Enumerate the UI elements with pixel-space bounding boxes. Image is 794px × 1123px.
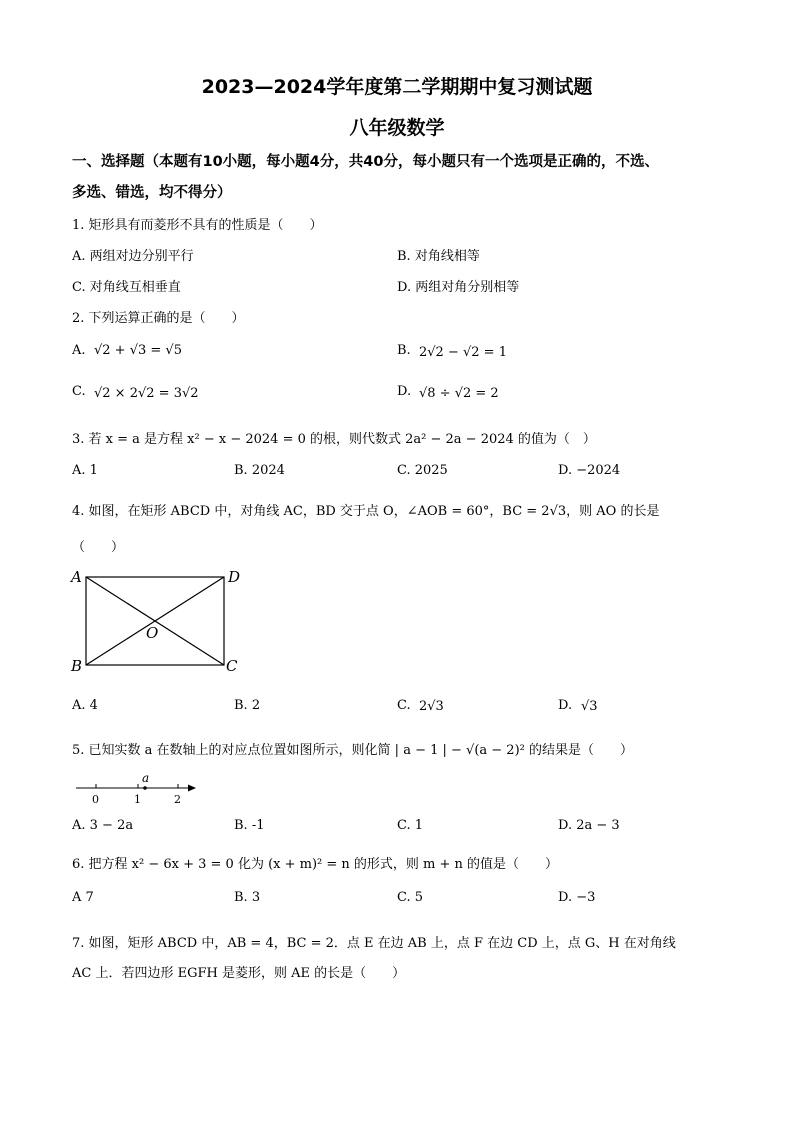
q5-stem: 5. 已知实数 a 在数轴上的对应点位置如图所示，则化简 | a − 1 | − √(a − 2)² 的结果是（ ） [72, 743, 633, 758]
q7-stem-line2: AC 上．若四边形 EGFH 是菱形，则 AE 的长是（ ） [72, 966, 406, 981]
q4-option-c-label: C. [397, 698, 411, 713]
q2-option-b-label: B. [397, 343, 411, 358]
q1-stem: 1. 矩形具有而菱形不具有的性质是（ ） [72, 218, 323, 233]
section-heading-line1: 一、选择题（本题有10小题，每小题4分，共40分，每小题只有一个选项是正确的，不选、 [72, 154, 659, 170]
point-a-label: a [142, 771, 150, 785]
q3-option-a: A. 1 [72, 463, 98, 478]
q7-stem-line1: 7. 如图，矩形 ABCD 中，AB = 4，BC = 2．点 E 在边 AB 上，点 F 在边 CD 上，点 G、H 在对角线 [72, 936, 676, 951]
vertex-label-a: A [71, 568, 82, 586]
q5-option-b: B. -1 [234, 818, 265, 833]
q4-option-b: B. 2 [234, 698, 261, 713]
point-a-marker [143, 786, 147, 790]
q3-option-c: C. 2025 [397, 463, 448, 478]
q2-option-c: √2 × 2√2 = 3√2 [94, 386, 199, 401]
q4-option-d-label: D. [558, 698, 573, 713]
vertex-label-b: B [71, 657, 83, 675]
q1-option-c: C. 对角线互相垂直 [72, 280, 181, 295]
q6-option-c: C. 5 [397, 890, 424, 905]
q4-stem-line1: 4. 如图，在矩形 ABCD 中，对角线 AC，BD 交于点 O，∠AOB = 60°，BC = 2√3，则 AO 的长是 [72, 504, 660, 519]
q1-option-a: A. 两组对边分别平行 [72, 249, 194, 264]
number-line-arrow [188, 785, 196, 792]
q6-option-b: B. 3 [234, 890, 261, 905]
q5-option-a: A. 3 − 2a [72, 818, 134, 833]
rectangle-figure [60, 562, 260, 680]
tick-label-2: 2 [174, 793, 181, 806]
q6-option-a: A 7 [72, 890, 94, 905]
q1-option-d: D. 两组对角分别相等 [397, 280, 520, 295]
q3-option-b: B. 2024 [234, 463, 285, 478]
q3-stem: 3. 若 x = a 是方程 x² − x − 2024 = 0 的根，则代数式 2a² − 2a − 2024 的值为（ ） [72, 432, 596, 447]
q5-option-c: C. 1 [397, 818, 424, 833]
center-label-o: O [146, 624, 159, 642]
q6-stem: 6. 把方程 x² − 6x + 3 = 0 化为 (x + m)² = n 的形式，则 m + n 的值是（ ） [72, 857, 559, 872]
q4-stem-line2: （ ） [72, 540, 125, 555]
number-line-figure [72, 768, 207, 808]
q2-option-a-label: A. [72, 343, 86, 358]
q2-option-c-label: C. [72, 384, 86, 399]
q6-option-d: D. −3 [558, 890, 596, 905]
tick-label-1: 1 [134, 793, 141, 806]
page-title: 2023—2024学年度第二学期期中复习测试题 [201, 76, 593, 98]
q1-option-b: B. 对角线相等 [397, 249, 480, 264]
q2-option-b: 2√2 − √2 = 1 [419, 345, 507, 360]
q4-option-d: √3 [581, 699, 598, 714]
q4-option-c: 2√3 [419, 699, 444, 714]
q2-option-d: √8 ÷ √2 = 2 [419, 386, 499, 401]
section-heading-line2: 多选、错选，均不得分） [72, 185, 232, 201]
q3-option-d: D. −2024 [558, 463, 621, 478]
q2-stem: 2. 下列运算正确的是（ ） [72, 311, 245, 326]
q2-option-d-label: D. [397, 384, 412, 399]
tick-label-0: 0 [92, 793, 99, 806]
q4-option-a: A. 4 [72, 698, 98, 713]
page-subtitle: 八年级数学 [349, 117, 445, 139]
q5-option-d: D. 2a − 3 [558, 818, 620, 833]
q2-option-a: √2 + √3 = √5 [94, 343, 182, 358]
vertex-label-c: C [226, 657, 238, 675]
vertex-label-d: D [228, 568, 241, 586]
